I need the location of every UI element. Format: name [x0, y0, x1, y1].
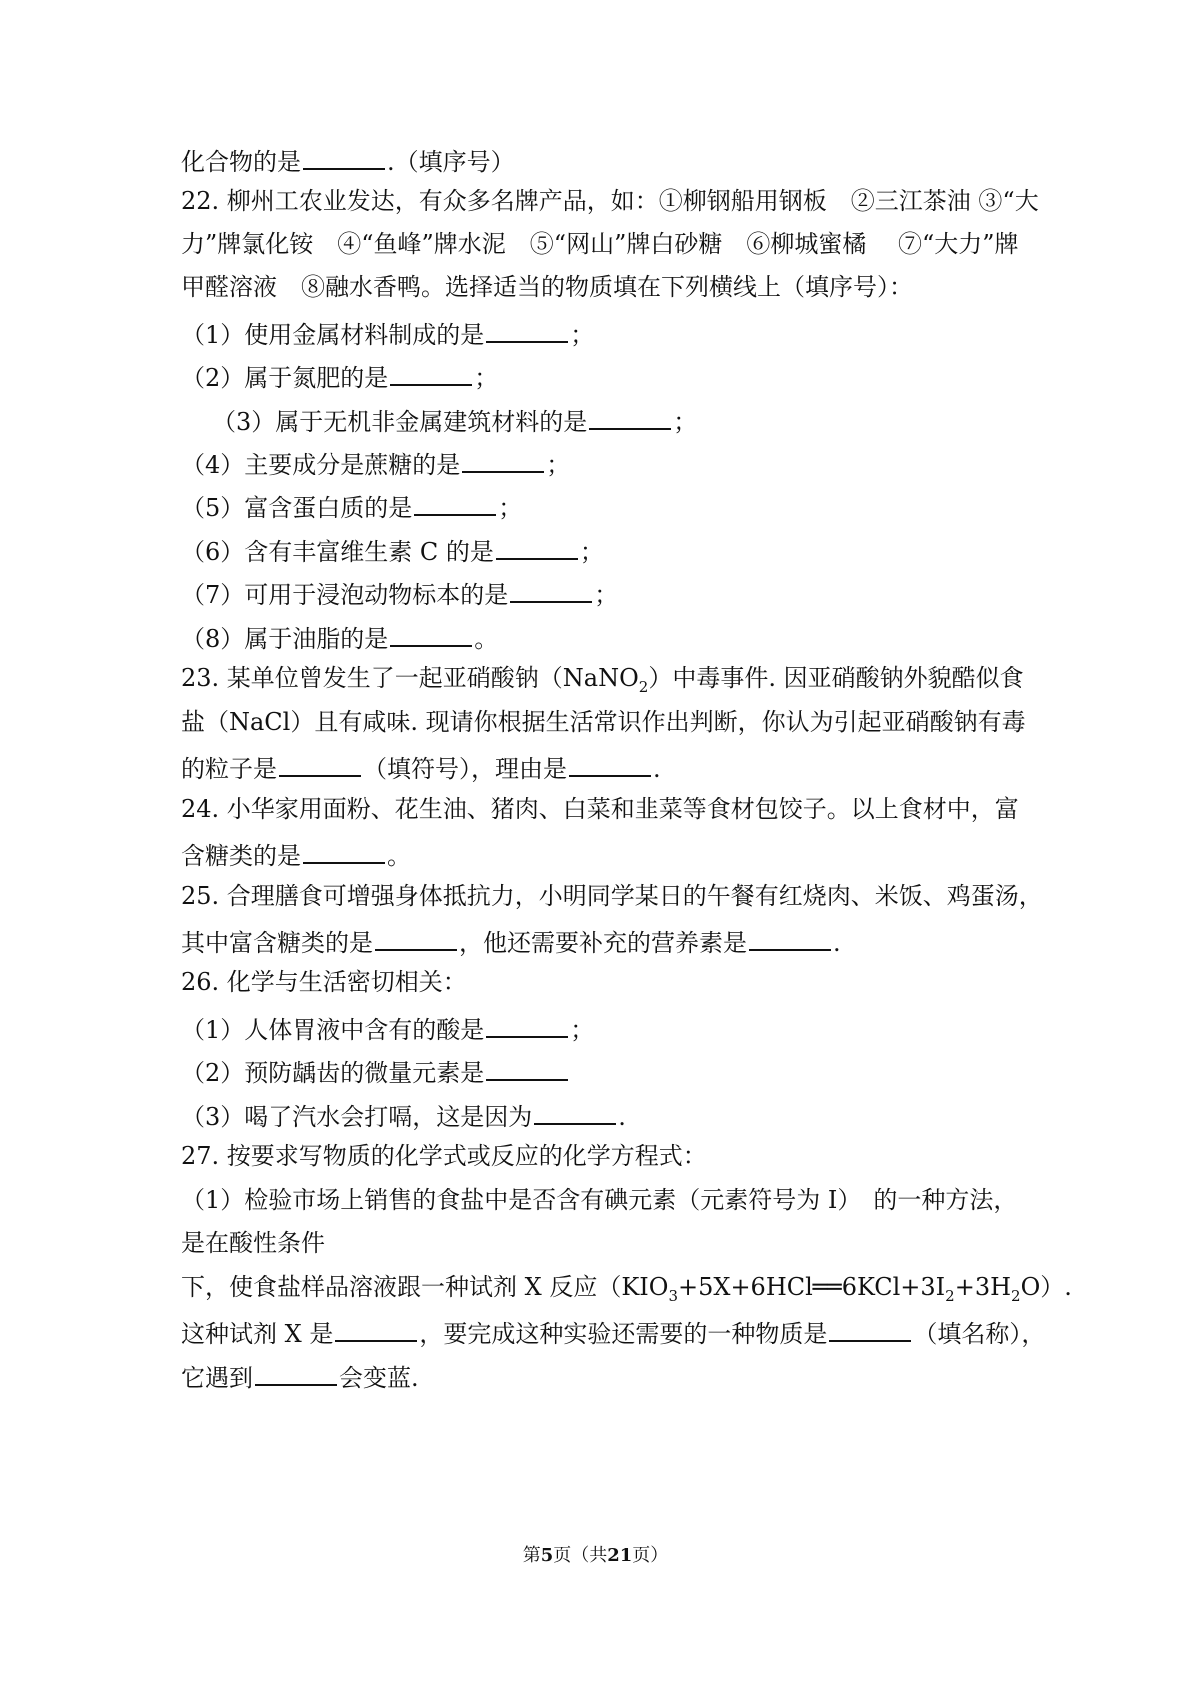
q22-line-2 — [181, 224, 1021, 264]
text: （3）属于无机非金属建筑材料的是 — [212, 408, 588, 436]
text: （6）含有丰富维生素 C 的是 — [181, 538, 494, 566]
q27-equation-line — [181, 1267, 1072, 1307]
answer-blank[interactable] — [534, 1093, 616, 1125]
q23-line-1 — [181, 658, 1024, 698]
text: ； — [546, 451, 571, 479]
text: . — [618, 1103, 626, 1131]
subscript: 2 — [1011, 1286, 1021, 1305]
subscript: 2 — [638, 677, 649, 696]
text: O）. — [1020, 1273, 1072, 1301]
q26-item-1 — [181, 1006, 1021, 1046]
footer-text: 第 — [522, 1545, 541, 1566]
text: 24. 小华家用面粉、花生油、猪肉、白菜和韭菜等食材包饺子。以上食材中，富 — [181, 795, 1019, 823]
q25-line-1 — [181, 876, 1043, 916]
q22-item-5 — [181, 484, 1021, 524]
text: ，他还需要补充的营养素是 — [459, 929, 747, 957]
q22-item-7 — [181, 571, 1021, 611]
text: 其中富含糖类的是 — [181, 929, 373, 957]
q22-item-3 — [212, 398, 1052, 438]
q27-blue-line — [181, 1354, 1021, 1394]
text: （1）使用金属材料制成的是 — [181, 321, 485, 349]
q26-line — [181, 962, 1021, 1002]
q23-line-2 — [181, 702, 1026, 742]
answer-blank[interactable] — [375, 919, 457, 951]
text: 23. 某单位曾发生了一起亚硝酸钠（NaNO — [181, 664, 639, 692]
text: （3）喝了汽水会打嗝，这是因为 — [181, 1103, 533, 1131]
q22-item-1 — [181, 311, 1021, 351]
answer-blank[interactable] — [303, 832, 385, 864]
text: （填符号），理由是 — [363, 755, 567, 783]
q21-tail-line — [181, 138, 1021, 178]
text: 22. 柳州工农业发达，有众多名牌产品，如：①柳钢船用钢板 ②三江茶油 ③“大 — [181, 187, 1039, 215]
q22-item-4 — [181, 441, 1021, 481]
answer-blank[interactable] — [829, 1310, 911, 1342]
q27-item-1 — [181, 1180, 1021, 1220]
text: （8）属于油脂的是 — [181, 625, 389, 653]
q23-line-3 — [181, 745, 1021, 785]
text: 26. 化学与生活密切相关： — [181, 968, 467, 996]
text: 是在酸性条件 — [181, 1229, 325, 1257]
q24-line-2 — [181, 832, 1021, 872]
text: 化合物的是 — [181, 148, 301, 176]
text: 盐（NaCl）且有咸味. 现请你根据生活常识作出判断，你认为引起亚硝酸钠有毒 — [181, 708, 1026, 736]
text: （7）可用于浸泡动物标本的是 — [181, 581, 509, 609]
footer-text: 页（共 — [553, 1545, 608, 1566]
answer-blank[interactable] — [589, 398, 671, 430]
q27-reagent-line — [181, 1310, 1046, 1350]
text: 会变蓝. — [339, 1364, 419, 1392]
q26-item-3 — [181, 1093, 1021, 1133]
text: ； — [474, 364, 499, 392]
q22-item-6 — [181, 528, 1021, 568]
answer-blank[interactable] — [279, 745, 361, 777]
subscript: 2 — [945, 1286, 955, 1305]
answer-blank[interactable] — [510, 571, 592, 603]
text: 。 — [387, 842, 411, 870]
text: （4）主要成分是蔗糖的是 — [181, 451, 461, 479]
q25-line-2 — [181, 919, 1021, 959]
answer-blank[interactable] — [390, 615, 472, 647]
answer-blank[interactable] — [749, 919, 831, 951]
subscript: 3 — [668, 1286, 678, 1305]
text: （2）属于氮肥的是 — [181, 364, 389, 392]
footer-text: 页） — [632, 1545, 669, 1566]
answer-blank[interactable] — [462, 441, 544, 473]
answer-blank[interactable] — [255, 1354, 337, 1386]
text: ； — [579, 538, 604, 566]
text: ； — [673, 408, 698, 436]
q27-item-1-cont — [181, 1223, 1021, 1263]
text: （1）人体胃液中含有的酸是 — [181, 1016, 485, 1044]
text: 下，使食盐样品溶液跟一种试剂 X 反应（KIO — [181, 1273, 669, 1301]
q22-line-3 — [181, 267, 1021, 307]
text: ； — [498, 494, 523, 522]
text: ，要完成这种实验还需要的一种物质是 — [419, 1320, 828, 1348]
answer-blank[interactable] — [496, 528, 578, 560]
q22-line-1 — [181, 181, 1039, 221]
text: 它遇到 — [181, 1364, 253, 1392]
text: . — [833, 929, 841, 957]
answer-blank[interactable] — [303, 138, 385, 170]
text: （1）检验市场上销售的食盐中是否含有碘元素（元素符号为 I） 的一种方法， — [181, 1186, 1018, 1214]
answer-blank[interactable] — [569, 745, 651, 777]
text: +5X+6HCl══6KCl+3I — [677, 1273, 946, 1301]
answer-blank[interactable] — [486, 1006, 568, 1038]
q22-item-8 — [181, 615, 1021, 655]
text: +3H — [954, 1273, 1012, 1301]
page-footer — [0, 1541, 1191, 1567]
answer-blank[interactable] — [486, 311, 568, 343]
text: 27. 按要求写物质的化学式或反应的化学方程式： — [181, 1142, 707, 1170]
text: （填名称）， — [913, 1320, 1046, 1348]
answer-blank[interactable] — [335, 1310, 417, 1342]
text: 25. 合理膳食可增强身体抵抗力，小明同学某日的午餐有红烧肉、米饭、鸡蛋汤， — [181, 882, 1043, 910]
q27-line — [181, 1136, 1021, 1176]
text: 。 — [474, 625, 499, 653]
page-number: 5 — [540, 1545, 554, 1566]
text: ； — [594, 581, 619, 609]
text: . — [653, 755, 661, 783]
answer-blank[interactable] — [390, 354, 472, 386]
text: 这种试剂 X 是 — [181, 1320, 334, 1348]
text: （5）富含蛋白质的是 — [181, 494, 413, 522]
text: ； — [570, 321, 595, 349]
text: 甲醛溶液 ⑧融水香鸭。选择适当的物质填在下列横线上（填序号）： — [181, 273, 913, 301]
q22-item-2 — [181, 354, 1021, 394]
text: .（填序号） — [387, 148, 515, 176]
answer-blank[interactable] — [414, 484, 496, 516]
text: ）中毒事件. 因亚硝酸钠外貌酷似食 — [648, 664, 1024, 692]
answer-blank[interactable] — [486, 1049, 568, 1081]
q24-line-1 — [181, 789, 1021, 829]
text: 含糖类的是 — [181, 842, 301, 870]
text: 的粒子是 — [181, 755, 277, 783]
text: ； — [570, 1016, 595, 1044]
total-pages: 21 — [607, 1545, 633, 1566]
text: （2）预防龋齿的微量元素是 — [181, 1059, 485, 1087]
text: 力”牌氯化铵 ④“鱼峰”牌水泥 ⑤“网山”牌白砂糖 ⑥柳城蜜橘 ⑦“大力”牌 — [181, 230, 1019, 258]
q26-item-2 — [181, 1049, 1021, 1089]
